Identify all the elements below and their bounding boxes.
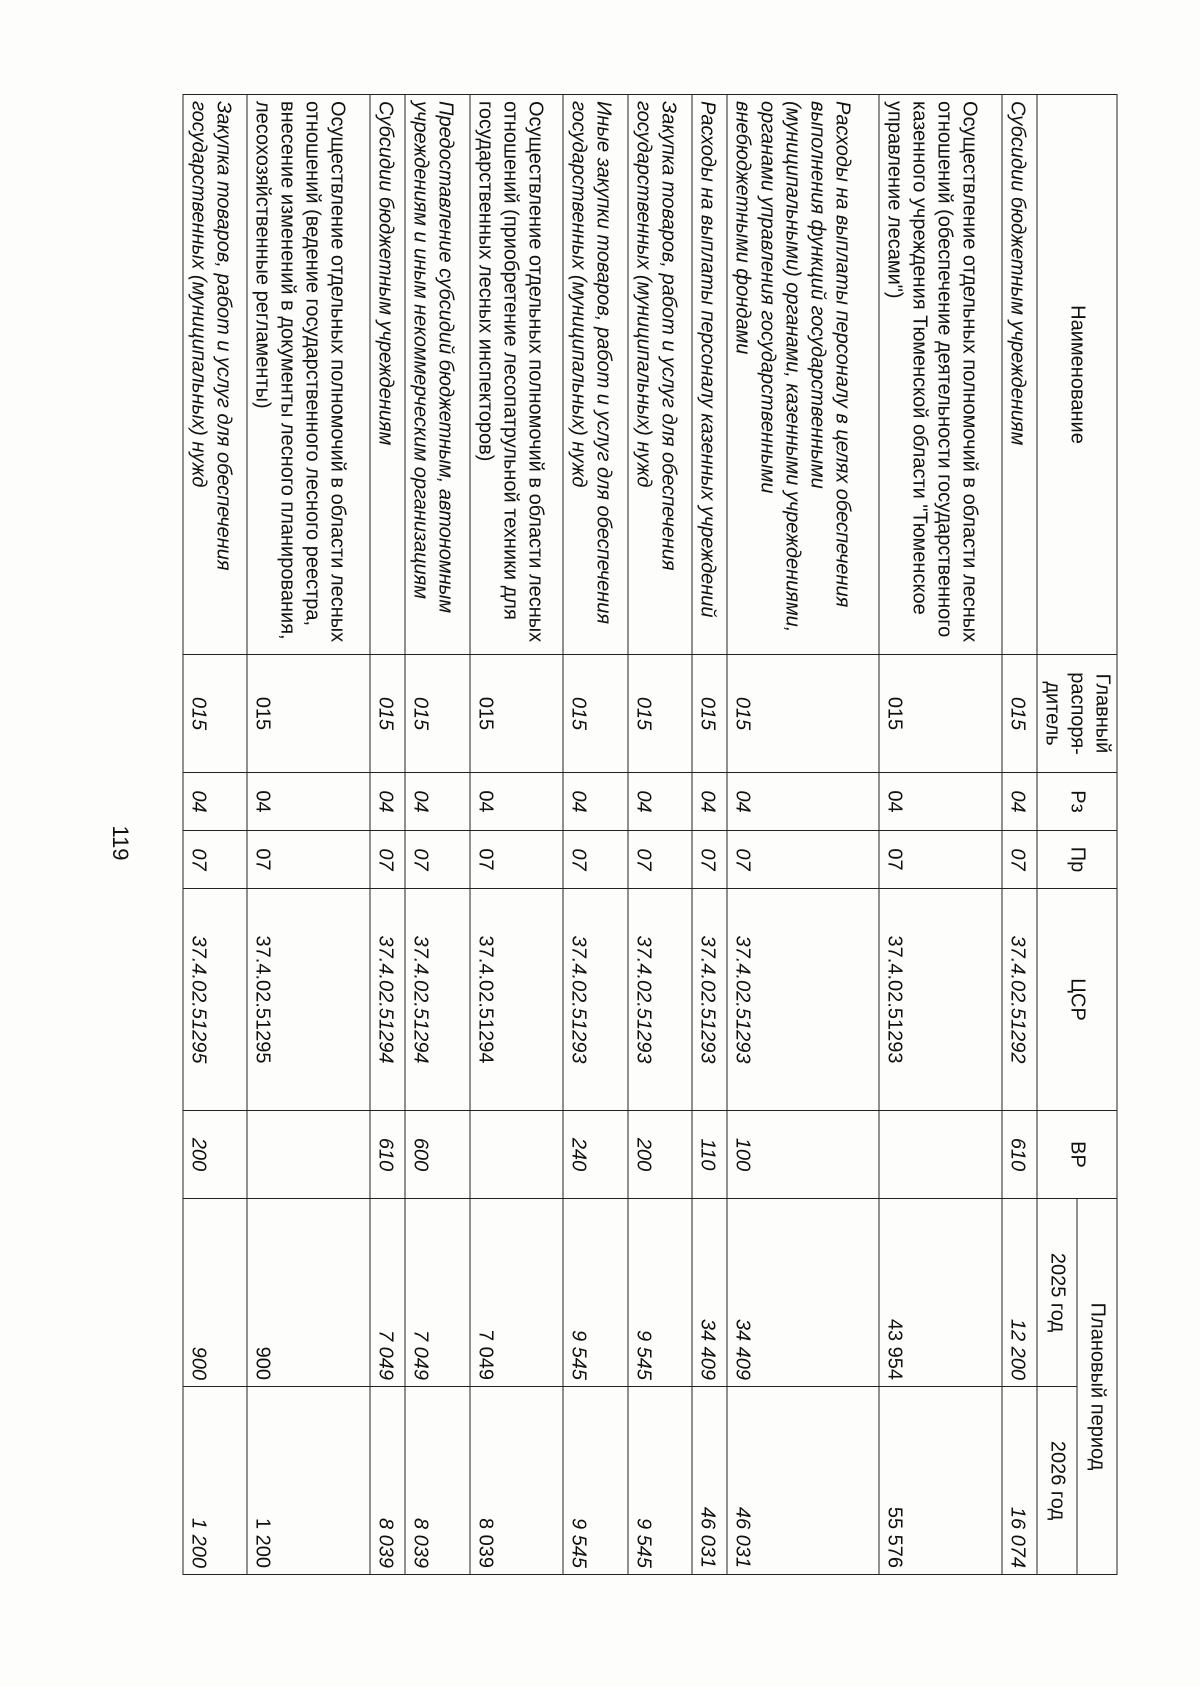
cell-chief-administrator: 015 [879, 655, 1002, 773]
cell-2025: 7 049 [370, 1199, 405, 1387]
header-rz: Рз [1037, 773, 1117, 831]
cell-rz: 04 [247, 773, 370, 831]
cell-name: Закупка товаров, работ и услуг для обеспечения государственных (муниципальных) нужд [628, 95, 692, 655]
cell-name: Предоставление субсидий бюджетным, автономным учреждениям и иным некоммерческим организациям [405, 95, 469, 655]
cell-vr: 110 [692, 1111, 727, 1199]
cell-rz: 04 [727, 773, 879, 831]
cell-2025: 900 [183, 1199, 247, 1387]
cell-vr: 200 [183, 1111, 247, 1199]
cell-rz: 04 [563, 773, 627, 831]
cell-2025: 34 409 [727, 1199, 879, 1387]
cell-rz: 04 [692, 773, 727, 831]
cell-2026: 46 031 [692, 1387, 727, 1575]
cell-pr: 07 [692, 831, 727, 889]
cell-chief-administrator: 015 [247, 655, 370, 773]
cell-name: Осуществление отдельных полномочий в области лесных отношений (ведение государственного лесного реестра, внесение изменений в документы лесного планирования, лесохозяйственные регламенты) [247, 95, 370, 655]
cell-2025: 43 954 [879, 1199, 1002, 1387]
cell-2025: 7 049 [470, 1199, 564, 1387]
header-name: Наименование [1037, 95, 1117, 655]
cell-2025: 9 545 [628, 1199, 692, 1387]
cell-2026: 8 039 [405, 1387, 469, 1575]
table-header [1037, 95, 1117, 1575]
cell-2025: 7 049 [405, 1199, 469, 1387]
cell-chief-administrator: 015 [628, 655, 692, 773]
cell-2026: 9 545 [563, 1387, 627, 1575]
cell-vr: 100 [727, 1111, 879, 1199]
table-row [470, 95, 564, 1575]
cell-pr: 07 [727, 831, 879, 889]
cell-chief-administrator: 015 [1002, 655, 1037, 773]
cell-csr: 37.4.02.51294 [405, 889, 469, 1111]
cell-2026: 8 039 [470, 1387, 564, 1575]
cell-2025: 34 409 [692, 1199, 727, 1387]
cell-vr [247, 1111, 370, 1199]
cell-2026: 55 576 [879, 1387, 1002, 1575]
header-pr: Пр [1037, 831, 1117, 889]
table-row [628, 95, 692, 1575]
cell-name: Субсидии бюджетным учреждениям [370, 95, 405, 655]
cell-rz: 04 [183, 773, 247, 831]
cell-csr: 37.4.02.51293 [628, 889, 692, 1111]
cell-name: Осуществление отдельных полномочий в области лесных отношений (обеспечение деятельности государственного казенного учреждения Тюменской области "Тюменское управление лесами") [879, 95, 1002, 655]
table-row [727, 95, 879, 1575]
header-2025: 2025 год [1037, 1199, 1077, 1387]
cell-csr: 37.4.02.51292 [1002, 889, 1037, 1111]
cell-chief-administrator: 015 [727, 655, 879, 773]
cell-pr: 07 [370, 831, 405, 889]
table-row [563, 95, 627, 1575]
cell-2026: 1 200 [183, 1387, 247, 1575]
cell-vr: 240 [563, 1111, 627, 1199]
cell-chief-administrator: 015 [405, 655, 469, 773]
table-row [1002, 95, 1037, 1575]
header-planned-period: Плановый период [1077, 1199, 1117, 1575]
header-chief-administrator: Главный распоря-дитель [1037, 655, 1117, 773]
cell-chief-administrator: 015 [370, 655, 405, 773]
cell-2026: 1 200 [247, 1387, 370, 1575]
cell-vr: 600 [405, 1111, 469, 1199]
cell-csr: 37.4.02.51294 [370, 889, 405, 1111]
cell-2025: 12 200 [1002, 1199, 1037, 1387]
cell-rz: 04 [1002, 773, 1037, 831]
cell-2026: 9 545 [628, 1387, 692, 1575]
cell-name: Расходы на выплаты персоналу казенных учреждений [692, 95, 727, 655]
cell-2026: 16 074 [1002, 1387, 1037, 1575]
cell-vr: 200 [628, 1111, 692, 1199]
cell-csr: 37.4.02.51293 [563, 889, 627, 1111]
cell-pr: 07 [628, 831, 692, 889]
table-row [692, 95, 727, 1575]
cell-chief-administrator: 015 [183, 655, 247, 773]
cell-pr: 07 [247, 831, 370, 889]
table-row [879, 95, 1002, 1575]
cell-2025: 900 [247, 1199, 370, 1387]
cell-pr: 07 [405, 831, 469, 889]
cell-csr: 37.4.02.51293 [692, 889, 727, 1111]
cell-chief-administrator: 015 [470, 655, 564, 773]
cell-rz: 04 [470, 773, 564, 831]
table-row [247, 95, 370, 1575]
cell-csr: 37.4.02.51295 [247, 889, 370, 1111]
cell-name: Осуществление отдельных полномочий в области лесных отношений (приобретение лесопатрульной техники для государственных лесных инспекторов) [470, 95, 564, 655]
cell-pr: 07 [183, 831, 247, 889]
table-row [183, 95, 247, 1575]
cell-2026: 46 031 [727, 1387, 879, 1575]
cell-rz: 04 [879, 773, 1002, 831]
rotated-table-wrapper [187, 94, 1118, 1574]
cell-csr: 37.4.02.51293 [879, 889, 1002, 1111]
cell-rz: 04 [370, 773, 405, 831]
cell-csr: 37.4.02.51294 [470, 889, 564, 1111]
cell-name: Закупка товаров, работ и услуг для обеспечения государственных (муниципальных) нужд [183, 95, 247, 655]
table-row [370, 95, 405, 1575]
cell-name: Расходы на выплаты персоналу в целях обеспечения выполнения функций государственными (муниципальными) органами, казенными учреждениями, органами управления государственными внебюджетными фондами [727, 95, 879, 655]
cell-csr: 37.4.02.51293 [727, 889, 879, 1111]
page-number: 119 [108, 825, 133, 861]
cell-chief-administrator: 015 [563, 655, 627, 773]
cell-vr: 610 [370, 1111, 405, 1199]
cell-name: Субсидии бюджетным учреждениям [1002, 95, 1037, 655]
cell-2025: 9 545 [563, 1199, 627, 1387]
cell-name: Иные закупки товаров, работ и услуг для обеспечения государственных (муниципальных) нужд [563, 95, 627, 655]
header-vr: ВР [1037, 1111, 1117, 1199]
cell-chief-administrator: 015 [692, 655, 727, 773]
cell-vr [879, 1111, 1002, 1199]
budget-table [183, 94, 1118, 1575]
cell-rz: 04 [628, 773, 692, 831]
cell-pr: 07 [1002, 831, 1037, 889]
cell-vr: 610 [1002, 1111, 1037, 1199]
header-2026: 2026 год [1037, 1387, 1077, 1575]
header-csr: ЦСР [1037, 889, 1117, 1111]
cell-2026: 8 039 [370, 1387, 405, 1575]
table-body [183, 95, 1037, 1575]
cell-csr: 37.4.02.51295 [183, 889, 247, 1111]
cell-rz: 04 [405, 773, 469, 831]
table-row [405, 95, 469, 1575]
cell-pr: 07 [470, 831, 564, 889]
cell-pr: 07 [879, 831, 1002, 889]
cell-pr: 07 [563, 831, 627, 889]
cell-vr [470, 1111, 564, 1199]
